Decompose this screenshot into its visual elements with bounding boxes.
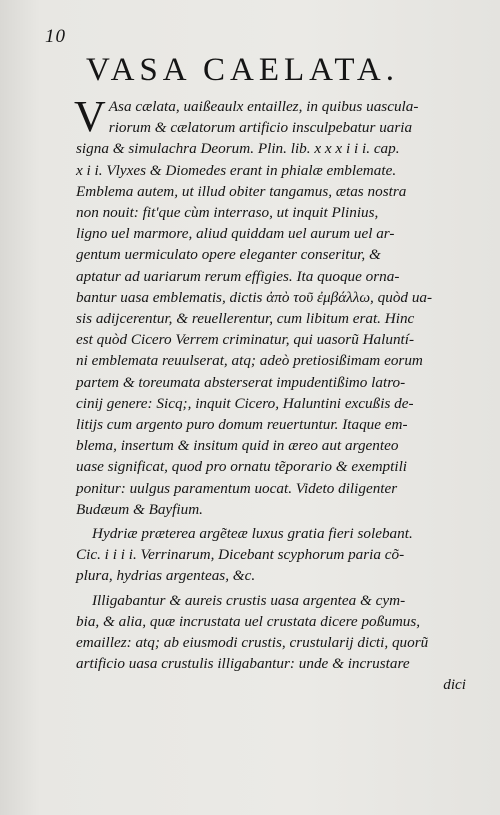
page-number: 10 [45, 26, 66, 47]
page-title: VASA CAELATA. [86, 52, 399, 88]
text-line: riorum & cælatorum artificio insculpebatur uaria [108, 119, 413, 137]
paragraph-hydriae [76, 523, 466, 587]
text-line: aptatur ad uariarum rerum effigies. Ita quoque orna- [76, 267, 400, 285]
text-line: litijs cum argento puro domum reuertuntur. Itaque em- [76, 416, 408, 434]
text-line: emaillez: atq; ab eiusmodi crustis, crustularij dicti, quorũ [76, 634, 429, 652]
drop-cap: V [74, 92, 106, 141]
text-line: blema, insertum & insitum quid in æreo aut argenteo [76, 437, 399, 455]
paragraph-vasa-caelata [74, 92, 466, 520]
text-line: uase significat, quod pro ornatu tẽporario & exemptili [76, 458, 408, 476]
text-line: bantur uasa emblematis, dictis ἀπὸ τοῦ ἐμβάλλω, quòd ua- [76, 288, 433, 306]
text-line: est quòd Cicero Verrem criminatur, qui uasorũ Haluntí- [76, 331, 415, 349]
paragraph-illigabantur [76, 590, 466, 696]
text-line: ponitur: uulgus paramentum uocat. Videto diligenter [76, 479, 398, 497]
text-line: Cic. i i i i. Verrinarum, Dicebant scyphorum paria cõ- [76, 546, 405, 564]
text-line: non nouit: fit'que cùm interraso, ut inquit Plinius, [76, 204, 379, 222]
text-line: cinij genere: Sicq;, inquit Cicero, Haluntini excußis de- [76, 394, 414, 412]
text-line: Asa cælata, uaißeaulx entaillez, in quibus uascula- [108, 98, 419, 115]
text-line: plura, hydrias argenteas, &c. [76, 567, 256, 585]
text-line: partem & toreumata absterserat impudentißimo latro- [76, 373, 406, 391]
text-line: ni emblemata reuulserat, atq; adeò pretiosißimam eorum [76, 352, 423, 370]
body-text [74, 92, 466, 696]
text-line: gentum uermiculato opere eleganter conseritur, & [76, 246, 381, 264]
text-line: artificio uasa crustulis illigabantur: unde & incrustare [76, 655, 410, 673]
text-line: signa & simulachra Deorum. Plin. lib. x x x i i i. cap. [76, 140, 400, 158]
text-line: Emblema autem, ut illud obiter tangamus, ætas nostra [76, 182, 407, 200]
text-line: Hydriæ præterea argẽteæ luxus gratia fieri solebant. [92, 525, 413, 543]
text-line: Illigabantur & aureis crustis uasa argentea & cym- [92, 591, 406, 609]
catchword: dici [443, 676, 466, 694]
text-line: x i i. Vlyxes & Diomedes erant in phialæ emblemate. [76, 161, 397, 179]
text-line: ligno uel marmore, aliud quiddam uel aurum uel ar- [76, 225, 395, 243]
text-line: Budæum & Bayfium. [76, 500, 203, 518]
text-line: sis adijcerentur, & reuellerentur, cum libitum erat. Hinc [76, 310, 415, 328]
text-line: bia, & alia, quæ incrustata uel crustata dicere poßumus, [76, 612, 421, 630]
